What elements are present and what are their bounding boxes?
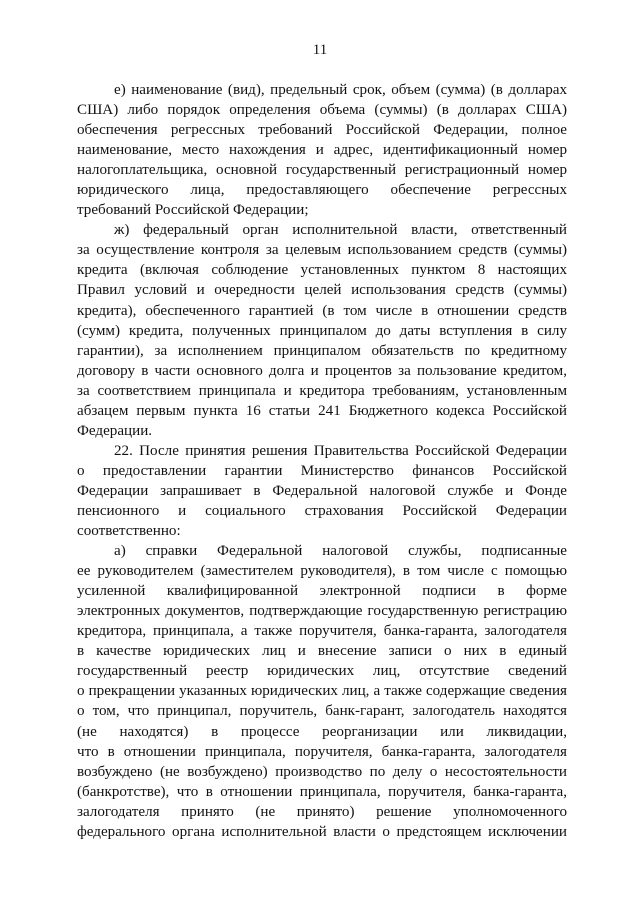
text-line: а) справки Федеральной налоговой службы, подписанные xyxy=(114,543,567,560)
paragraph-item-zh xyxy=(77,220,567,441)
text-line: требований Российской Федерации; xyxy=(77,202,309,219)
text-line: (сумм) кредита, полученных принципалом до даты вступления в силу xyxy=(77,322,567,339)
text-line: кредитора, принципала, а также поручителя, банка-гаранта, залогодателя xyxy=(77,623,567,640)
text-line: усиленной квалифицированной электронной подписи в форме xyxy=(77,583,567,600)
text-line: (банкротстве), что в отношении принципала, поручителя, банка-гаранта, xyxy=(77,783,567,800)
text-line: пенсионного и социального страхования Российской Федерации xyxy=(77,502,567,519)
text-line: возбуждено (не возбуждено) производство по делу о несостоятельности xyxy=(77,763,567,780)
text-line: Правил условий и очередности целей использования средств (суммы) xyxy=(77,282,567,299)
text-line: юридического лица, предоставляющего обеспечение регрессных xyxy=(77,182,567,199)
text-line: кредита (включая соблюдение установленных пунктом 8 настоящих xyxy=(77,262,567,279)
text-line: обеспечения регрессных требований Российской Федерации, полное xyxy=(77,122,567,139)
text-line: электронных документов, подтверждающие государственную регистрацию xyxy=(77,603,567,620)
text-line: налогоплательщика, основной государственный регистрационный номер xyxy=(77,162,567,179)
text-line: абзацем первым пункта 16 статьи 241 Бюджетного кодекса Российской xyxy=(77,402,567,419)
text-line: в качестве юридических лиц и внесение записи о них в единый xyxy=(77,643,567,660)
text-line: о предоставлении гарантии Министерство финансов Российской xyxy=(77,462,567,479)
text-line: Федерации запрашивает в Федеральной налоговой службе и Фонде xyxy=(77,482,567,499)
text-line: соответственно: xyxy=(77,523,181,540)
text-line: е) наименование (вид), предельный срок, объем (сумма) (в долларах xyxy=(114,82,567,98)
text-line: государственный реестр юридических лиц, отсутствие сведений xyxy=(77,663,567,680)
text-line: за осуществление контроля за целевым использованием средств (суммы) xyxy=(77,242,567,259)
text-line: договору в части основного долга и процентов за пользование кредитом, xyxy=(77,362,567,379)
paragraph-clause-22 xyxy=(77,441,567,541)
page-number: 11 xyxy=(312,42,328,58)
text-line: о том, что принципал, поручитель, банк-гарант, залогодатель находятся xyxy=(77,703,567,720)
text-line: гарантии), за исполнением принципалом обязательств по кредитному xyxy=(77,342,567,359)
document-body xyxy=(77,80,567,842)
text-line: (не находятся) в процессе реорганизации или ликвидации, xyxy=(77,723,567,740)
text-line: Федерации. xyxy=(77,422,153,439)
paragraph-item-a xyxy=(77,541,567,842)
text-line: США) либо порядок определения объема (суммы) (в долларах США) xyxy=(77,102,567,119)
text-line: залогодателя принято (не принято) решение уполномоченного xyxy=(77,803,567,820)
text-line: ее руководителем (заместителем руководителя), в том числе с помощью xyxy=(77,563,567,580)
text-line: о прекращении указанных юридических лиц, а также содержащие сведения xyxy=(77,683,567,700)
text-line: за соответствием принципала и кредитора требованиям, установленным xyxy=(77,382,567,399)
paragraph-item-e xyxy=(77,80,567,220)
text-line: ж) федеральный орган исполнительной власти, ответственный xyxy=(114,222,567,239)
text-line: кредита), обеспеченного гарантией (в том числе в отношении средств xyxy=(77,302,567,319)
text-line: что в отношении принципала, поручителя, банка-гаранта, залогодателя xyxy=(77,743,567,760)
text-line: 22. После принятия решения Правительства Российской Федерации xyxy=(114,442,567,459)
text-line: наименование, место нахождения и адрес, идентификационный номер xyxy=(77,142,567,159)
text-line: федерального органа исполнительной власти о предстоящем исключении xyxy=(77,823,567,840)
